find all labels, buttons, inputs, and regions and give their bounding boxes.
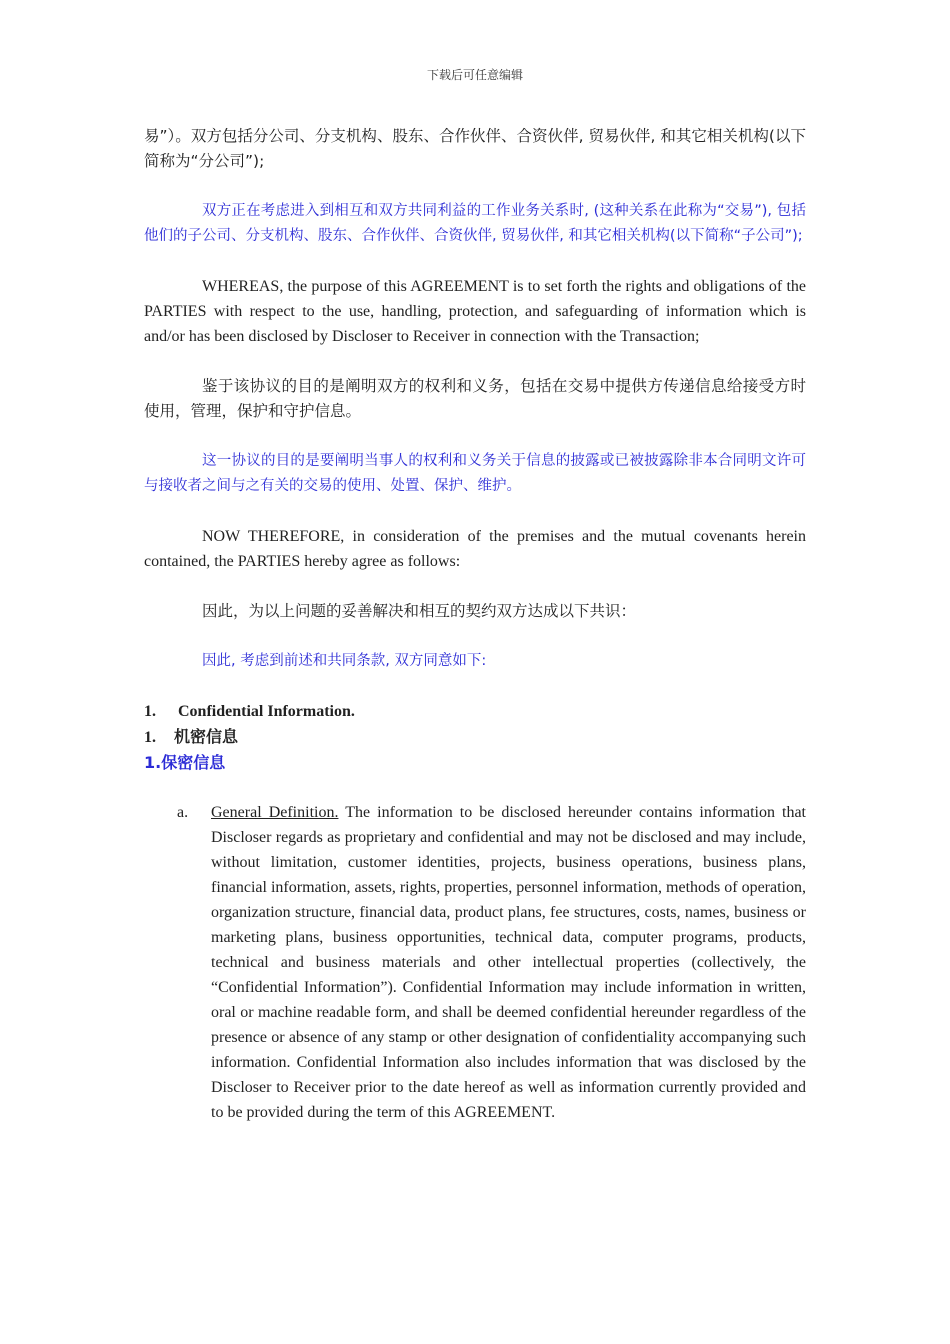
- paragraph-zh-whereas: 鉴于该协议的目的是阐明双方的权利和义务，包括在交易中提供方传递信息给接受方时使用，管理，保护和守护信息。: [144, 377, 806, 420]
- document-body: [144, 124, 806, 1125]
- section-1-title-zh: 机密信息: [174, 727, 239, 746]
- item-a-marker: a.: [177, 804, 189, 821]
- paragraph-zh-parties: 易”）。双方包括分公司、分支机构、股东、合作伙伴、合资伙伴, 贸易伙伴, 和其它相关机构(以下简称为“分公司”);: [144, 127, 806, 170]
- paragraph-zh-alt-parties: 双方正在考虑进入到相互和双方共同利益的工作业务关系时, (这种关系在此称为“交易”), 包括他们的子公司、分支机构、股东、合作伙伴、合资伙伴, 贸易伙伴, 和其它相关机构(以下简称“子公司”);: [144, 203, 806, 244]
- section-1-number-zh: 1.: [144, 729, 156, 746]
- paragraph-whereas: WHEREAS, the purpose of this AGREEMENT is to set forth the rights and obligations of the PARTIES with respect to the use, handling, protection, and safeguarding of information which is and/or has been disclosed by Discloser to Receiver in connection with the Transaction;: [144, 278, 806, 345]
- paragraph-zh-therefore: 因此，为以上问题的妥善解决和相互的契约双方达成以下共识：: [202, 602, 637, 620]
- paragraph-now-therefore: NOW THEREFORE, in consideration of the premises and the mutual covenants herein contained, the PARTIES hereby agree as follows:: [144, 528, 806, 570]
- item-a-body: The information to be disclosed hereunder contains information that Discloser regards as proprietary and confidential and may not be disclosed and may include, without limitation, customer identities, projects, business operations, business plans, financial information, assets, rights, properties, personnel information, methods of operation, organization structure, financial data, product plans, fee structures, costs, names, business or marketing plans, business opportunities, technical data, computer programs, products, technical and business materials and other intellectual properties (collectively, the “Confidential Information”). Confidential Information may include information in written, oral or machine readable form, and shall be deemed confidential hereunder regardless of the presence or absence of any stamp or other designation of confidentiality accompanying such information. Confidential Information also includes information that was disclosed by the Discloser to Receiver prior to the date hereof as well as information currently provided and to be provided during the term of this AGREEMENT.: [211, 804, 807, 1121]
- section-1: [144, 699, 806, 775]
- item-a-text: [211, 800, 806, 1125]
- paragraph-zh-alt-therefore: 因此, 考虑到前述和共同条款, 双方同意如下:: [202, 653, 487, 669]
- paragraph-zh-alt-whereas: 这一协议的目的是要阐明当事人的权利和义务关于信息的披露或已被披露除非本合同明文许可与接收者之间与之有关的交易的使用、处置、保护、维护。: [144, 453, 806, 494]
- header-note: 下载后可任意编辑: [426, 68, 523, 82]
- item-a-term: General Definition.: [211, 804, 339, 821]
- section-1-number: 1.: [144, 703, 156, 720]
- item-a: [144, 800, 806, 1125]
- section-1-title: Confidential Information.: [178, 703, 355, 720]
- section-1-heading-en: [144, 699, 806, 724]
- section-1-heading-zh-alt: 1.保密信息: [144, 753, 226, 772]
- section-1-heading-zh: [144, 724, 806, 750]
